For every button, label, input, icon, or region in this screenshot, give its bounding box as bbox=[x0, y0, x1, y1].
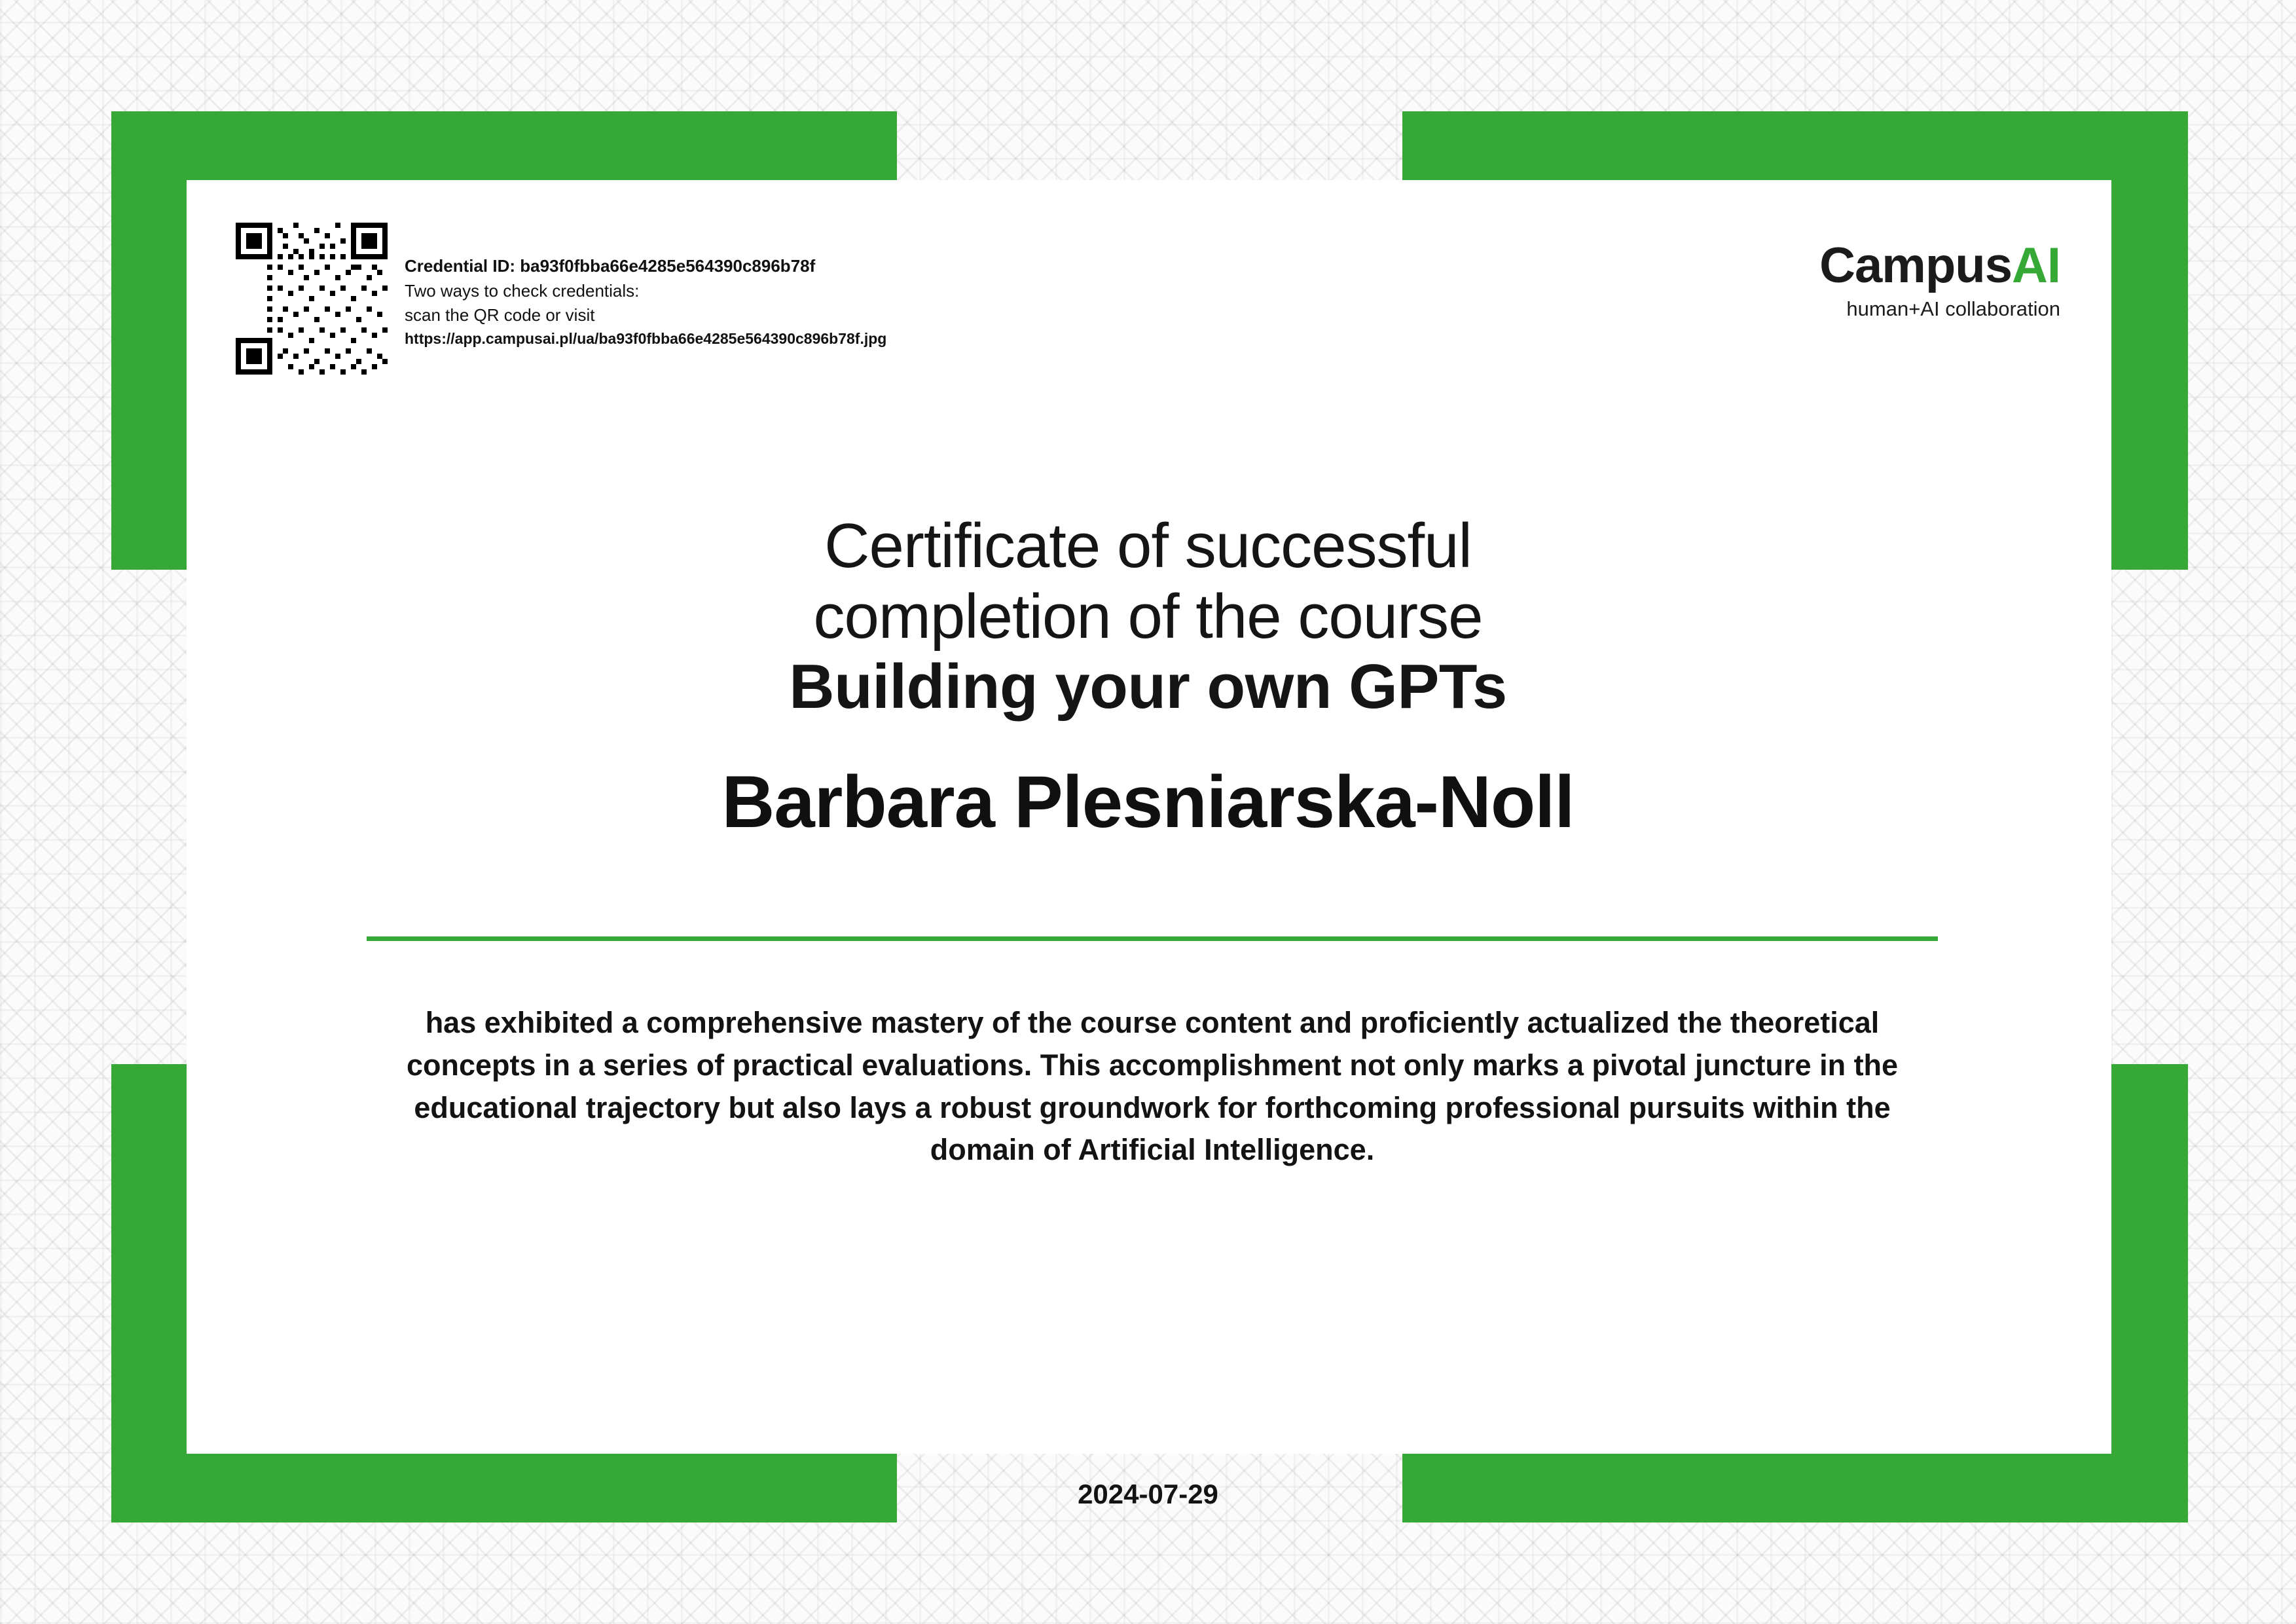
credential-block bbox=[236, 223, 886, 375]
course-name: Building your own GPTs bbox=[789, 652, 1507, 722]
divider-rule bbox=[367, 936, 1938, 941]
frame-bar-left-bottom bbox=[111, 1064, 196, 1522]
credential-id-value: ba93f0fbba66e4285e564390c896b78f bbox=[520, 256, 816, 276]
campusai-logo bbox=[1819, 238, 2060, 321]
credential-hint-line-2: scan the QR code or visit bbox=[405, 305, 595, 325]
frame-bar-left-top bbox=[111, 111, 196, 570]
certificate-body-text: has exhibited a comprehensive mastery of the course content and proficiently actualized the theoretical concepts in a series of practical evaluations. This accomplishment not only marks a pivotal juncture in the educational trajectory but also lays a robust groundwork for forthcoming professional pursuits within the domain of Artificial Intelligence. bbox=[406, 1006, 1899, 1167]
title-line-2: completion of the course bbox=[813, 581, 1483, 652]
frame-bar-right-top bbox=[2103, 111, 2188, 570]
title-line-1: Certificate of successful bbox=[824, 511, 1472, 581]
issue-date: 2024-07-29 bbox=[1078, 1479, 1218, 1509]
credential-url[interactable]: https://app.campusai.pl/ua/ba93f0fbba66e4285e564390c896b78f.jpg bbox=[405, 330, 887, 348]
logo-name-campus: Campus bbox=[1819, 238, 2012, 293]
logo-name-ai: AI bbox=[2012, 238, 2060, 293]
frame-bar-right-bottom bbox=[2103, 1064, 2188, 1522]
certificate-titles bbox=[0, 511, 2296, 722]
credential-hint-line-1: Two ways to check credentials: bbox=[405, 280, 640, 301]
credential-text bbox=[405, 223, 886, 350]
credential-id-line bbox=[405, 254, 886, 279]
qr-code-icon[interactable] bbox=[236, 223, 388, 375]
logo-tagline: human+AI collaboration bbox=[1846, 297, 2060, 320]
logo-wordmark bbox=[1819, 238, 2060, 293]
credential-id-label: Credential ID: bbox=[405, 256, 516, 276]
recipient-name: Barbara Plesniarska-Noll bbox=[721, 761, 1575, 843]
